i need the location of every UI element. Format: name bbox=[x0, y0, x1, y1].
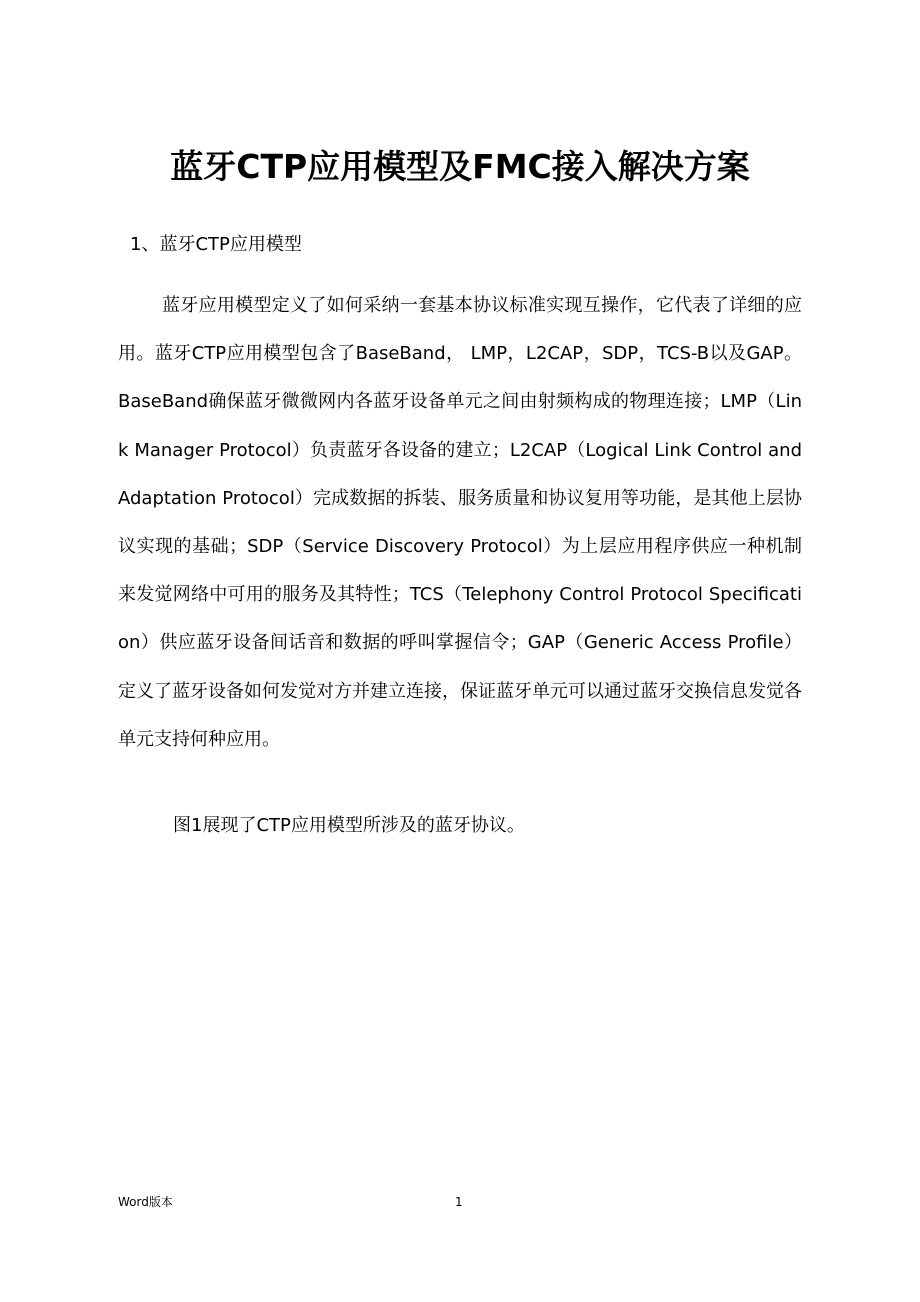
figure-reference-paragraph: 图1展现了CTP应用模型所涉及的蓝牙协议。 bbox=[173, 815, 525, 836]
page-number: 1 bbox=[455, 1195, 463, 1209]
footer-label: Word版本 bbox=[118, 1195, 173, 1209]
page-title: 蓝牙CTP应用模型及FMC接入解决方案 bbox=[170, 147, 750, 186]
body-paragraph: 蓝牙应用模型定义了如何采纳一套基本协议标准实现互操作，它代表了详细的应用。蓝牙CTP应用模型包含了BaseBand， LMP，L2CAP，SDP，TCS-B以及GAP。BaseBand确保蓝牙微微网内各蓝牙设备单元之间由射频构成的物理连接；LMP（Link Manager Protocol）负责蓝牙各设备的建立；L2CAP（Logical Link Control and Adaptation Protocol）完成数据的拆装、服务质量和协议复用等功能，是其他上层协议实现的基础；SDP（Service Discovery Protocol）为上层应用程序供应一种机制来发觉网络中可用的服务及其特性；TCS（Telephony Control Protocol Specification）供应蓝牙设备间话音和数据的呼叫掌握信令；GAP（Generic Access Profile）定义了蓝牙设备如何发觉对方并建立连接，保证蓝牙单元可以通过蓝牙交换信息发觉各单元支持何种应用。 bbox=[118, 295, 802, 750]
section-heading: 1、蓝牙CTP应用模型 bbox=[130, 234, 302, 255]
